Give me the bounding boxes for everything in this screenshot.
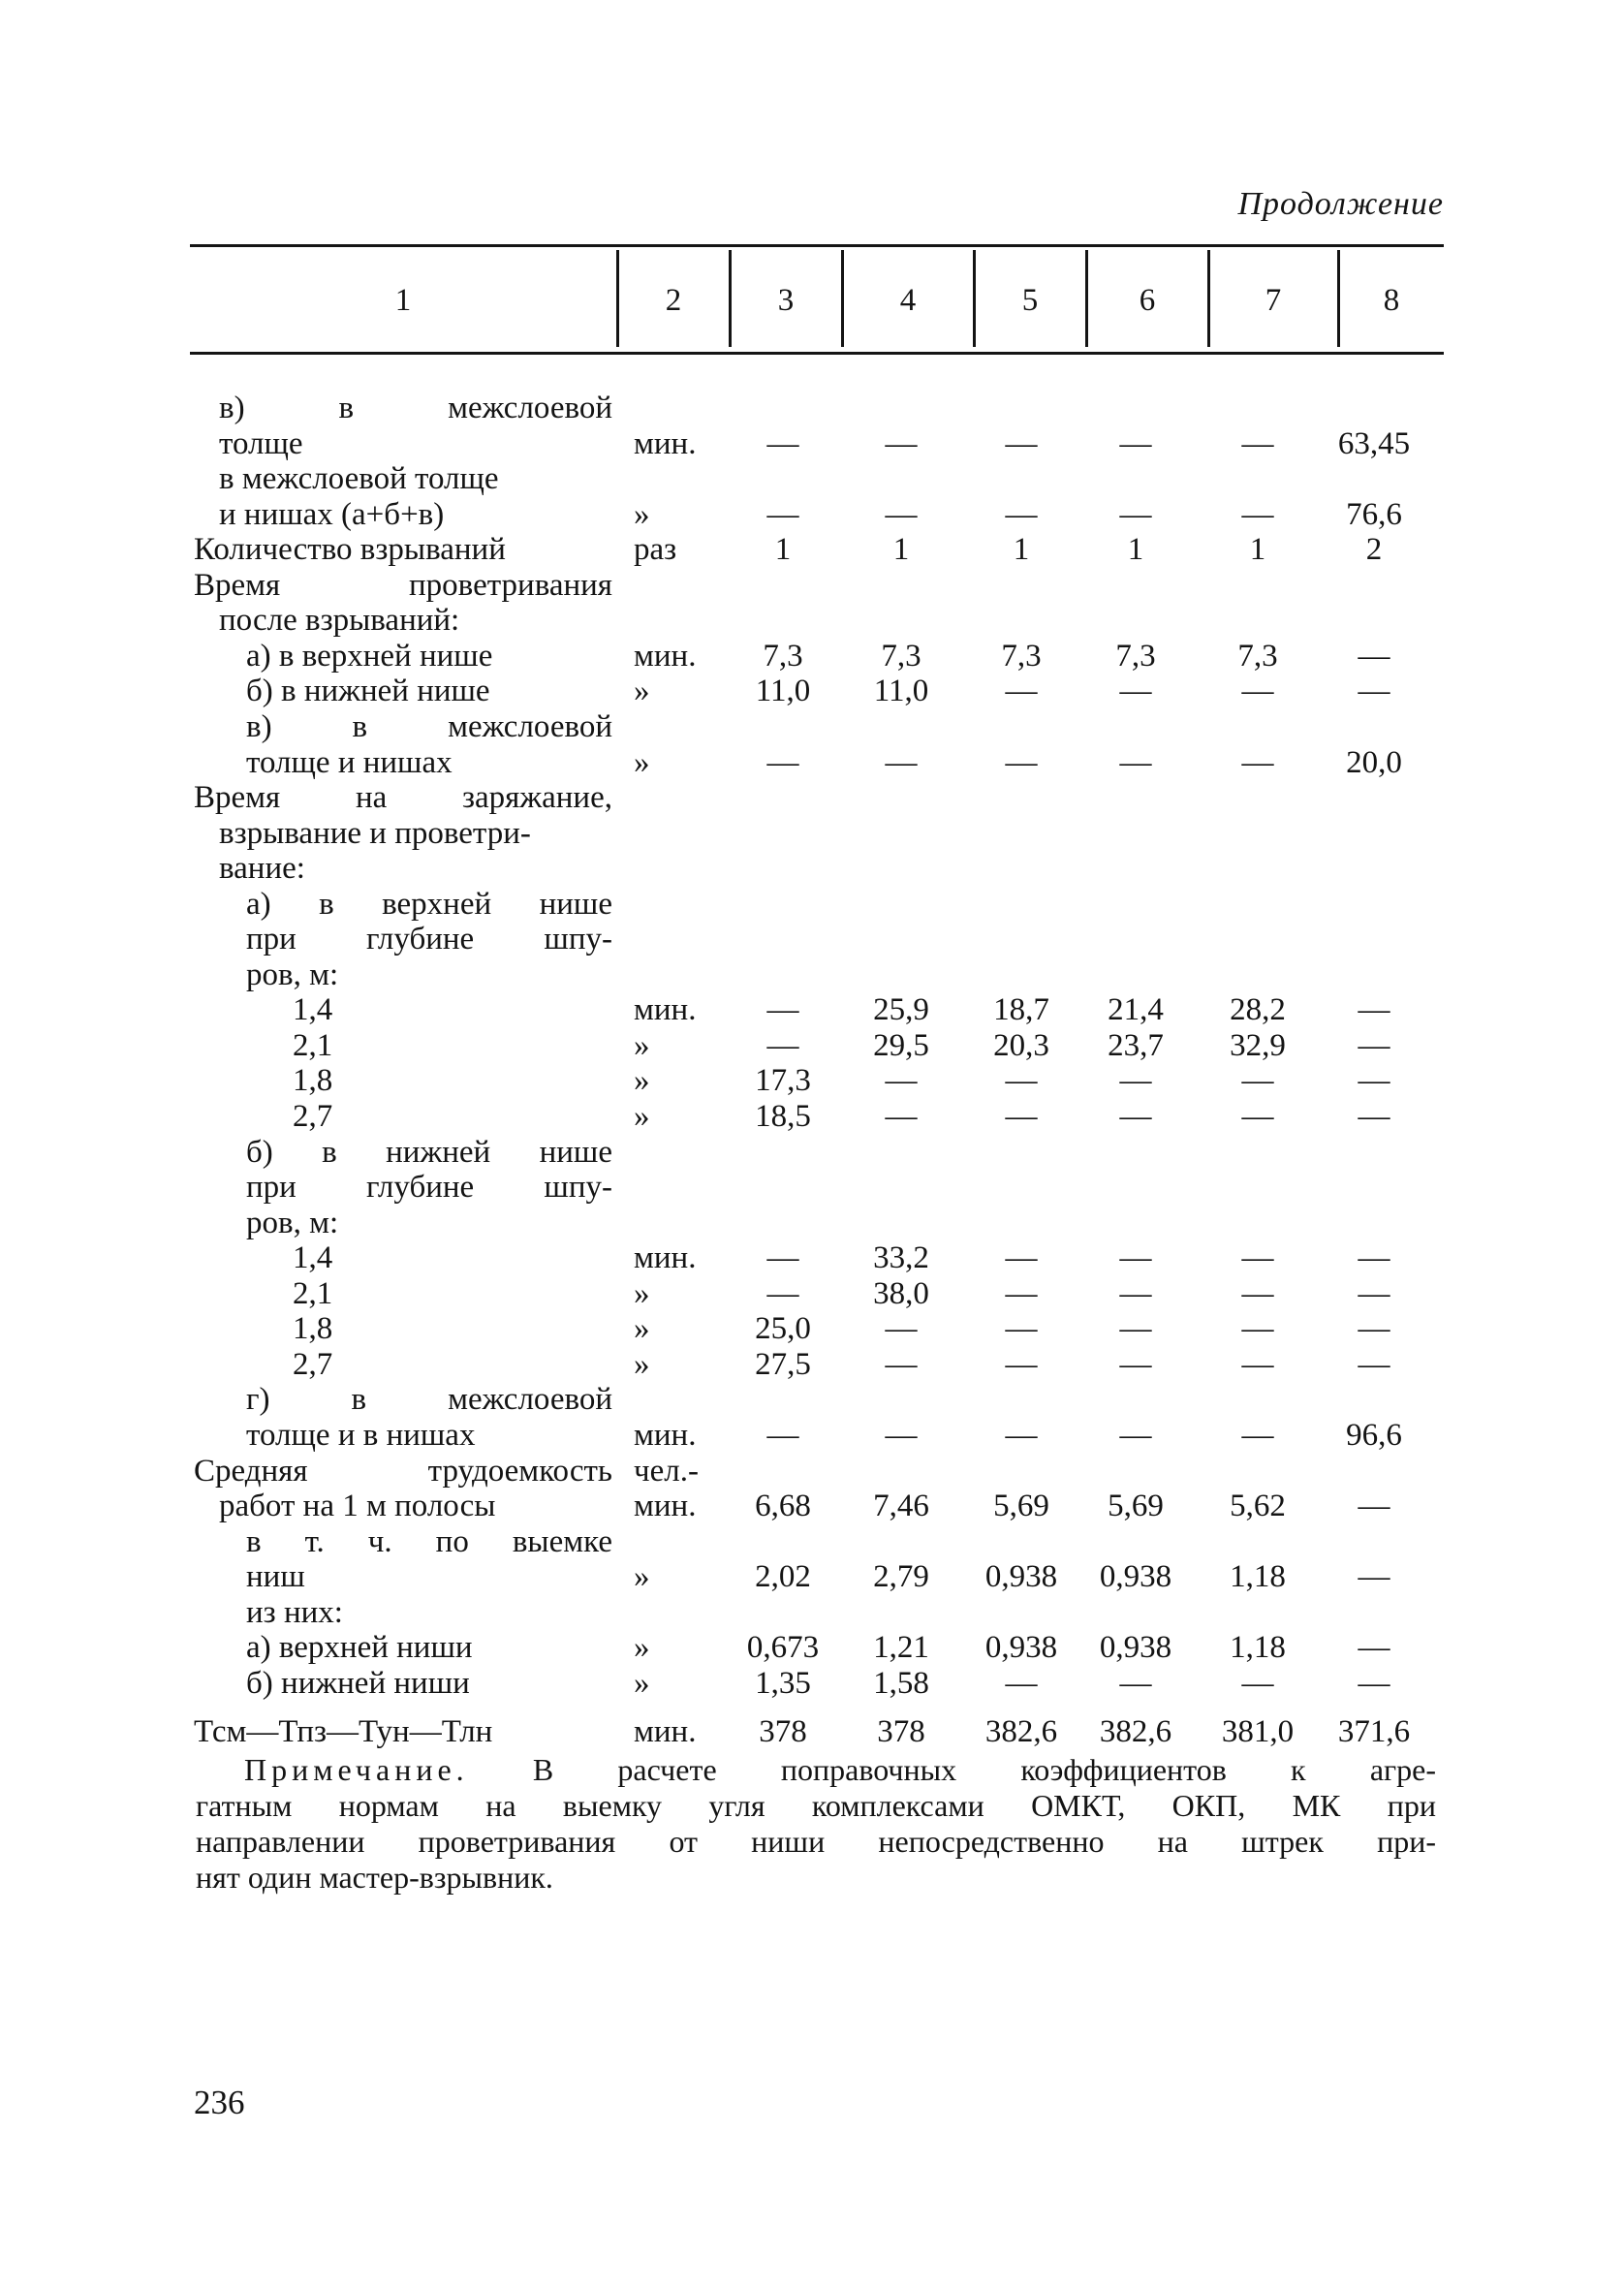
page-number: 236 [194, 2084, 245, 2121]
row-unit: » [634, 1099, 650, 1134]
table-cell: 1,35 [755, 1665, 811, 1701]
footnote [196, 1752, 1437, 1896]
footnote-line: направлении проветривания от ниши непосредственно на штрек при- [196, 1824, 1436, 1859]
header-divider [1085, 250, 1088, 347]
table-cell: 7,46 [873, 1489, 929, 1524]
table-cell: 38,0 [873, 1275, 929, 1311]
table-cell: 0,938 [1099, 1630, 1172, 1666]
total-label: Тсм—Тпз—Тун—Тлн [194, 1714, 493, 1749]
table-cell: 7,3 [881, 638, 921, 674]
table-cell: 1,58 [873, 1665, 929, 1701]
row-unit: мин. [634, 1417, 697, 1453]
table-cell: — [1119, 1063, 1152, 1099]
row-label-word: глубине [366, 1170, 475, 1206]
table-cell: — [1005, 744, 1038, 780]
table-cell: 2 [1365, 532, 1383, 568]
row-label: Количество взрываний [194, 532, 506, 568]
table-cell: — [766, 1417, 799, 1453]
header-divider [616, 250, 619, 347]
row-label-word: заряжание, [461, 780, 612, 816]
table-cell: — [1241, 425, 1274, 461]
footnote-line: нят один мастер-взрывник. [196, 1860, 553, 1895]
total-value: 371,6 [1337, 1714, 1411, 1749]
table-cell: — [1358, 1630, 1390, 1666]
row-label [246, 709, 612, 744]
header-divider [973, 250, 976, 347]
table-cell: — [1119, 744, 1152, 780]
row-label: 2,7 [293, 1099, 333, 1134]
table-cell: — [885, 1417, 918, 1453]
table-cell: 11,0 [873, 674, 929, 709]
row-label-word: межслоевой [448, 1382, 612, 1418]
table-cell: 0,938 [984, 1630, 1058, 1666]
table-cell: — [1241, 674, 1274, 709]
table-cell: — [1241, 1346, 1274, 1382]
row-unit: » [634, 1630, 650, 1666]
row-label-word: проветривания [409, 567, 612, 603]
row-label [194, 568, 612, 603]
row-label: б) в нижней нише [246, 674, 490, 709]
table-cell: — [1005, 1346, 1038, 1382]
table-cell: — [1358, 1063, 1390, 1099]
table-cell: — [1358, 1311, 1390, 1347]
row-label-word: на [355, 780, 388, 816]
row-unit: мин. [634, 425, 697, 461]
row-label: 1,8 [293, 1311, 333, 1347]
row-label: толще и в нишах [246, 1417, 476, 1453]
table-cell: — [1119, 496, 1152, 532]
table-cell: — [1005, 425, 1038, 461]
table-cell: — [885, 1346, 918, 1382]
table-cell: — [1358, 638, 1390, 674]
table-cell: 0,938 [984, 1559, 1058, 1595]
row-label: а) верхней ниши [246, 1630, 473, 1666]
table-cell: — [766, 744, 799, 780]
row-label-word: в [352, 708, 368, 744]
row-label: 2,7 [293, 1346, 333, 1382]
table-cell: — [1119, 1099, 1152, 1134]
row-label [219, 391, 612, 425]
row-label-word: Время [194, 567, 281, 603]
row-label: и нишах (а+б+в) [219, 496, 445, 532]
row-label-word: глубине [366, 922, 475, 957]
row-label [194, 1454, 612, 1489]
column-number-2: 2 [665, 282, 682, 318]
footnote-line: гатным нормам на выемку угля комплексами ОМКТ, ОКП, МК при [196, 1788, 1436, 1823]
row-unit: » [634, 1063, 650, 1099]
row-label-word: г) [246, 1382, 270, 1418]
row-label-word: в [322, 1134, 337, 1170]
row-label-word: Средняя [194, 1453, 308, 1489]
header-divider [841, 250, 844, 347]
table-cell: 0,938 [1099, 1559, 1172, 1595]
row-label [194, 780, 612, 815]
row-label-word: верхней [382, 886, 492, 922]
table-cell: — [1005, 1099, 1038, 1134]
row-label-word: ч. [367, 1523, 392, 1559]
row-label-word: т. [304, 1523, 325, 1559]
table-cell: — [1241, 1063, 1274, 1099]
total-value: 382,6 [1099, 1714, 1172, 1749]
table-cell: 7,3 [1115, 638, 1156, 674]
footnote-text: В расчете поправочных коэффициентов к агре- [532, 1752, 1437, 1787]
row-label-word: Время [194, 780, 281, 816]
row-label: ров, м: [246, 1205, 339, 1240]
table-cell: — [1241, 1275, 1274, 1311]
row-label-word: межслоевой [448, 391, 612, 425]
row-label-word: по [435, 1523, 469, 1559]
row-label [246, 1382, 612, 1417]
table-cell: — [1119, 1240, 1152, 1276]
row-unit: » [634, 1559, 650, 1595]
table-cell: 1,18 [1230, 1630, 1286, 1666]
row-label: в межслоевой толще [219, 461, 499, 497]
table-cell: 1 [774, 532, 792, 568]
table-cell: — [1358, 1027, 1390, 1063]
table-cell: 27,5 [755, 1346, 811, 1382]
row-label: б) нижней ниши [246, 1665, 470, 1701]
row-unit: » [634, 674, 650, 709]
row-label [246, 1135, 612, 1170]
row-label-word: в) [246, 708, 272, 744]
table-cell: — [1358, 1099, 1390, 1134]
row-label-word: при [246, 1170, 297, 1206]
row-label: 1,4 [293, 992, 333, 1028]
column-number-4: 4 [899, 282, 917, 318]
table-cell: 1,21 [873, 1630, 929, 1666]
row-label-word: б) [246, 1134, 273, 1170]
table-cell: 76,6 [1346, 496, 1402, 532]
table-cell: — [1005, 496, 1038, 532]
table-cell: — [766, 425, 799, 461]
column-number-5: 5 [1021, 282, 1039, 318]
table-cell: 17,3 [755, 1063, 811, 1099]
table-cell: — [1119, 1275, 1152, 1311]
row-unit: » [634, 1665, 650, 1701]
table-cell: 25,0 [755, 1311, 811, 1347]
row-unit: мин. [634, 992, 697, 1028]
row-unit: » [634, 1275, 650, 1311]
row-label [246, 922, 612, 956]
row-unit: раз [634, 532, 677, 568]
row-unit: мин. [634, 638, 697, 674]
table-cell: — [1241, 496, 1274, 532]
continuation-label: Продолжение [1237, 186, 1444, 222]
table-cell: — [885, 1099, 918, 1134]
header-divider [729, 250, 732, 347]
table-cell: — [1119, 1665, 1152, 1701]
row-label: работ на 1 м полосы [219, 1489, 496, 1524]
table-cell: 5,62 [1230, 1489, 1286, 1524]
table-cell: 1 [892, 532, 910, 568]
row-label: после взрываний: [219, 603, 460, 639]
footnote-line [244, 1752, 1436, 1788]
table-cell: — [1241, 744, 1274, 780]
table-cell: 2,02 [755, 1559, 811, 1595]
row-label: 2,1 [293, 1275, 333, 1311]
row-unit: » [634, 496, 650, 532]
row-unit: чел.- [634, 1453, 699, 1489]
table-cell: 25,9 [873, 992, 929, 1028]
table-cell: 20,0 [1346, 744, 1402, 780]
table-cell: — [1241, 1099, 1274, 1134]
table-cell: — [1358, 992, 1390, 1028]
table-cell: — [1241, 1240, 1274, 1276]
row-label-word: в [351, 1382, 367, 1418]
row-label: толще и нишах [246, 744, 453, 780]
table-cell: — [1358, 1489, 1390, 1524]
header-divider [1337, 250, 1340, 347]
table-cell: 5,69 [1108, 1489, 1164, 1524]
table-cell: — [1358, 674, 1390, 709]
table-cell: 63,45 [1337, 425, 1411, 461]
table-cell: 11,0 [755, 674, 811, 709]
column-number-6: 6 [1139, 282, 1156, 318]
table-cell: — [1005, 1417, 1038, 1453]
table-cell: 2,79 [873, 1559, 929, 1595]
row-label [246, 1170, 612, 1205]
table-cell: — [1005, 1240, 1038, 1276]
table-cell: 6,68 [755, 1489, 811, 1524]
table-cell: — [1005, 674, 1038, 709]
table-cell: — [1119, 1346, 1152, 1382]
table-cell: 33,2 [873, 1240, 929, 1276]
row-unit: мин. [634, 1240, 697, 1276]
column-number-1: 1 [394, 282, 412, 318]
table-cell: — [1119, 1311, 1152, 1347]
table-cell: — [1005, 1275, 1038, 1311]
table-cell: — [1358, 1559, 1390, 1595]
table-cell: 0,673 [746, 1630, 820, 1666]
table-cell: — [766, 1027, 799, 1063]
table-cell: — [1119, 1417, 1152, 1453]
table-cell: — [1005, 1665, 1038, 1701]
table-cell: 20,3 [993, 1027, 1049, 1063]
row-label-word: в) [219, 391, 245, 425]
table-cell: 18,7 [993, 992, 1049, 1028]
row-label-word: нижней [386, 1134, 491, 1170]
row-unit: » [634, 1311, 650, 1347]
table-cell: — [885, 496, 918, 532]
table-cell: — [1005, 1063, 1038, 1099]
row-label: вание: [219, 851, 305, 887]
table-cell: — [1005, 1311, 1038, 1347]
row-label-word: в [338, 391, 355, 425]
row-label-word: трудоемкость [427, 1453, 612, 1489]
table-cell: — [1358, 1665, 1390, 1701]
footnote-heading: Примечание. [244, 1752, 469, 1787]
table-cell: 7,3 [763, 638, 803, 674]
row-label-word: шпу- [544, 922, 612, 957]
table-cell: 32,9 [1230, 1027, 1286, 1063]
row-label: ров, м: [246, 956, 339, 992]
row-label: ниш [246, 1559, 305, 1595]
table-cell: 5,69 [993, 1489, 1049, 1524]
row-label: толще [219, 425, 303, 461]
table-cell: 1 [1013, 532, 1030, 568]
table-cell: — [1119, 674, 1152, 709]
row-label: 2,1 [293, 1027, 333, 1063]
table-cell: 1,18 [1230, 1559, 1286, 1595]
table-cell: — [885, 1311, 918, 1347]
row-label [246, 887, 612, 922]
row-unit: » [634, 744, 650, 780]
table-cell: — [885, 425, 918, 461]
total-unit: мин. [634, 1714, 697, 1749]
total-value: 378 [759, 1714, 807, 1749]
row-label: 1,8 [293, 1063, 333, 1099]
table-cell: — [885, 744, 918, 780]
table-cell: 21,4 [1108, 992, 1164, 1028]
table-cell: — [1119, 425, 1152, 461]
table-cell: — [766, 992, 799, 1028]
row-label-word: нише [539, 1134, 612, 1170]
table-cell: 29,5 [873, 1027, 929, 1063]
row-label-word: а) [246, 886, 271, 922]
table-cell: — [1241, 1665, 1274, 1701]
table-cell: — [766, 1275, 799, 1311]
table-cell: 1 [1249, 532, 1266, 568]
row-label-word: межслоевой [448, 708, 612, 744]
table-cell: 28,2 [1230, 992, 1286, 1028]
row-label: 1,4 [293, 1240, 333, 1276]
row-label-word: нише [539, 886, 612, 922]
table-cell: — [1241, 1417, 1274, 1453]
table-cell: — [766, 1240, 799, 1276]
table-cell: 7,3 [1237, 638, 1278, 674]
total-value: 381,0 [1221, 1714, 1295, 1749]
row-unit: мин. [634, 1489, 697, 1524]
row-label: а) в верхней нише [246, 638, 493, 674]
table-cell: — [1241, 1311, 1274, 1347]
table-cell: 23,7 [1108, 1027, 1164, 1063]
row-label-word: в [319, 886, 334, 922]
table-cell: 18,5 [755, 1099, 811, 1134]
column-number-3: 3 [777, 282, 795, 318]
table-cell: — [1358, 1346, 1390, 1382]
table-cell: 7,3 [1001, 638, 1042, 674]
table-cell: — [1358, 1275, 1390, 1311]
header-divider [1207, 250, 1210, 347]
column-number-7: 7 [1265, 282, 1282, 318]
table-cell: — [766, 496, 799, 532]
table-cell: — [885, 1063, 918, 1099]
table-cell: 96,6 [1346, 1417, 1402, 1453]
row-unit: » [634, 1027, 650, 1063]
row-label-word: в [246, 1523, 262, 1559]
row-label-word: при [246, 922, 297, 957]
total-value: 378 [877, 1714, 925, 1749]
row-label: взрывание и проветри- [219, 815, 531, 851]
row-label [246, 1524, 612, 1559]
row-unit: » [634, 1346, 650, 1382]
column-number-8: 8 [1383, 282, 1400, 318]
table-cell: 1 [1127, 532, 1144, 568]
row-label-word: выемке [512, 1523, 612, 1559]
row-label-word: шпу- [544, 1170, 612, 1206]
total-value: 382,6 [984, 1714, 1058, 1749]
table-cell: — [1358, 1240, 1390, 1276]
row-label: из них: [246, 1594, 343, 1630]
